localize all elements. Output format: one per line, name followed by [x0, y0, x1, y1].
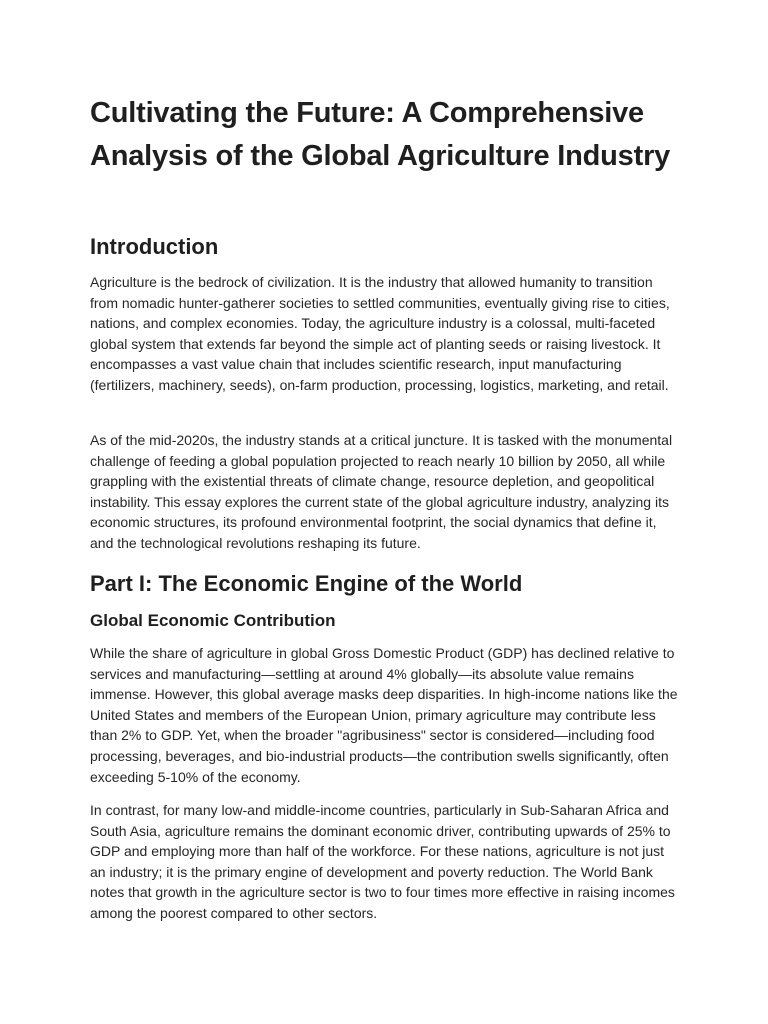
introduction-paragraph-1: Agriculture is the bedrock of civilization. It is the industry that allowed humanity to transition from nomadic hunter-gatherer societies to settled communities, eventually giving rise to cities, nations, and complex economies. Today, the agriculture industry is a colossal, multi-faceted global system that extends far beyond the simple act of planting seeds or raising livestock. It encompasses a vast value chain that includes scientific research, input manufacturing (fertilizers, machinery, seeds), on-farm production, processing, logistics, marketing, and retail. [90, 274, 670, 393]
introduction-heading: Introduction [90, 234, 219, 259]
part1-subheading: Global Economic Contribution [90, 611, 336, 630]
part1-paragraph-2: In contrast, for many low-and middle-income countries, particularly in Sub-Saharan Africa and South Asia, agriculture remains the dominant economic driver, contributing upwards of 25% to GDP and employing more than half of the workforce. For these nations, agriculture is not just an industry; it is the primary engine of development and poverty reduction. The World Bank notes that growth in the agriculture sector is two to four times more effective in raising incomes among the poorest compared to other sectors. [90, 802, 675, 921]
introduction-paragraph-2: As of the mid-2020s, the industry stands at a critical juncture. It is tasked with the monumental challenge of feeding a global population projected to reach nearly 10 billion by 2050, all while grappling with the existential threats of climate change, resource depletion, and geopolitical instability. This essay explores the current state of the global agriculture industry, analyzing its economic structures, its profound environmental footprint, the social dynamics that define it, and the technological revolutions reshaping its future. [90, 432, 673, 551]
document-title: Cultivating the Future: A Comprehensive Analysis of the Global Agriculture Industry [90, 97, 671, 172]
part1-heading: Part I: The Economic Engine of the World [90, 571, 523, 596]
part1-paragraph-1: While the share of agriculture in global Gross Domestic Product (GDP) has declined relative to services and manufacturing—settling at around 4% globally—its absolute value remains immense. However, this global average masks deep disparities. In high-income nations like the United States and members of the European Union, primary agriculture may contribute less than 2% to GDP. Yet, when the broader "agribusiness" sector is considered—including food processing, beverages, and bio-industrial products—the contribution swells significantly, often exceeding 5-10% of the economy. [90, 645, 678, 785]
